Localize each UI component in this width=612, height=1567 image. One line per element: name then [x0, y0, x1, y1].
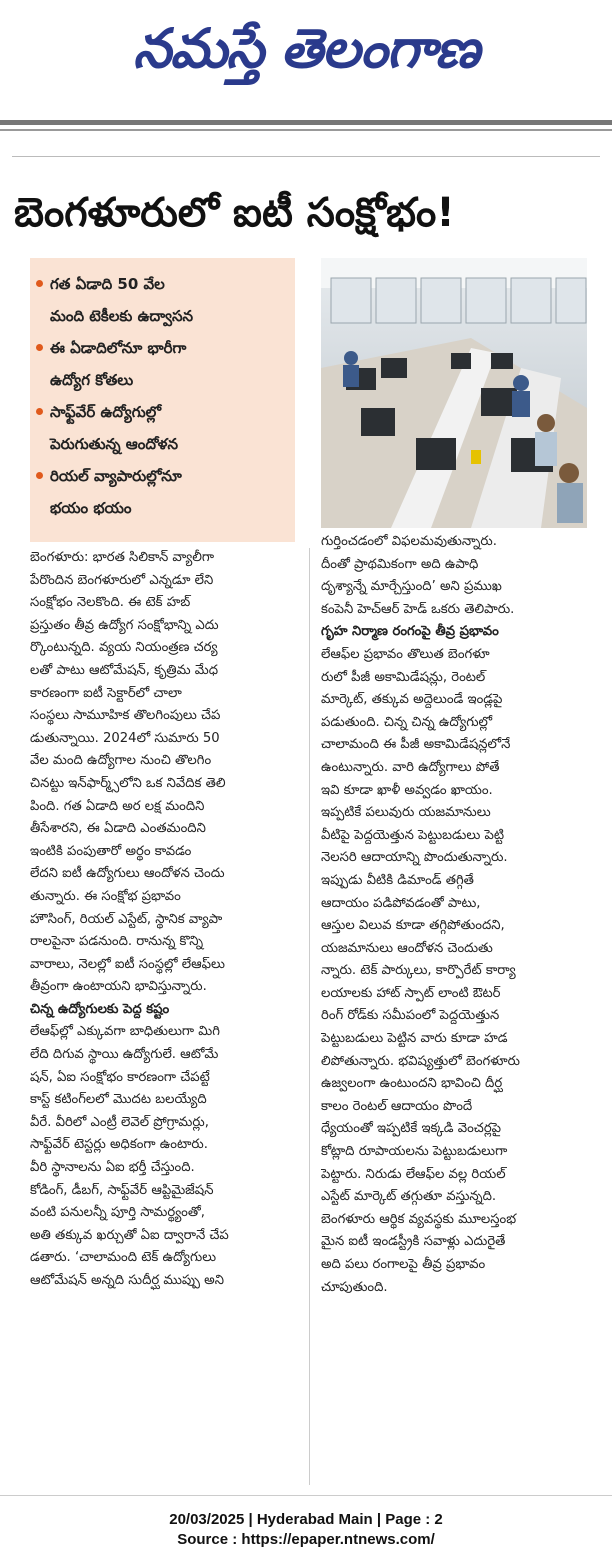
article-line: ఇవి కూడా ఖాళీ అవ్వడం ఖాయం. [321, 782, 493, 798]
article-line: షన్, ఏఐ సంక్షోభం కారణంగా చేపట్టే [30, 1069, 210, 1085]
footer-rule [0, 1495, 612, 1496]
article-line: పేరొందిన బెంగళూరులో ఎన్నడూ లేని [30, 572, 214, 588]
article-line: పింది. గత ఏడాది అర లక్ష మందిని [30, 798, 205, 814]
article-column-right [321, 531, 587, 1299]
article-line: ఆటోమేషన్ అన్నది సుదీర్ఘ ముప్పు అని [30, 1273, 224, 1288]
article-line: కారణంగా ఐటీ సెక్టార్‌లో చాలా [30, 685, 182, 701]
article-line: డుతున్నాయి. 2024లో సుమారు 50 [30, 730, 220, 746]
highlight-item: భయం భయం [50, 499, 132, 517]
newspaper-logo: నమస్తే తెలంగాణ [133, 17, 479, 80]
article-line: వంటి పనులన్నీ పూర్తి సామర్థ్యంతో, [30, 1205, 205, 1221]
article-line: రులో పీజీ అకామిడేషన్లు, రెంటల్ [321, 669, 486, 685]
article-line: ఎస్టేట్ మార్కెట్ తగ్గుతూ వస్తున్నది. [321, 1189, 497, 1205]
article-line: గుర్తించడంలో విఫలమవుతున్నారు. [321, 534, 497, 549]
highlight-item: రియల్ వ్యాపారుల్లోనూ [50, 460, 287, 492]
article-line: దృశ్యాన్నే మార్చేస్తుంది’ అని ప్రముఖ [321, 579, 502, 595]
highlight-item: మంది టెకీలకు ఉద్వాసన [50, 307, 194, 325]
article-line: ర్కొంటున్నది. వ్యయ నియంత్రణ చర్య [30, 640, 218, 656]
article-line: డతారు. ‘చాలామంది టెక్ ఉద్యోగులు [30, 1250, 217, 1266]
article-line: లేది దిగువ స్థాయి ఉద్యోగులే. ఆటోమే [30, 1047, 219, 1063]
article-line: కాలం రెంటల్ ఆదాయం పొందే [321, 1098, 473, 1114]
section-subheading: గృహ నిర్మాణ రంగంపై తీవ్ర ప్రభావం [321, 624, 499, 640]
article-line: చాలామంది ఈ పీజీ అకామిడేషన్లలోనే [321, 737, 511, 753]
masthead-rule-thin [0, 129, 612, 131]
article-column-left [30, 547, 298, 1293]
article-line: న్నారు. టెక్ పార్కులు, కార్పొరేట్ కార్యా [321, 963, 516, 979]
article-line: ధ్యేయంతో ఇప్పటికే ఇక్కడి వెంచర్లపై [321, 1121, 502, 1137]
highlight-item: పెరుగుతున్న ఆందోళన [50, 435, 179, 453]
article-line: మైన ఐటీ ఇండస్ట్రీకి సవాళ్లు ఎదురైతే [321, 1234, 506, 1250]
article-line: చినట్టు ఇన్‌ఫార్మ్స్‌లోని ఒక నివేదిక తెలి [30, 775, 226, 791]
article-line: వీరే. వీరిలో ఎంట్రీ లెవెల్ ప్రోగ్రామర్లు, [30, 1114, 209, 1130]
article-line: కోట్లాది రూపాయలను పెట్టుబడులుగా [321, 1144, 508, 1160]
article-line: సంస్థలు సామూహిక తొలగింపులు చేప [30, 708, 221, 724]
article-line: పెట్టారు. నిరుడు లేఆఫ్‌ల వల్ల రియల్ [321, 1166, 506, 1182]
article-line: అతి తక్కువ ఖర్చుతో ఏఐ ద్వారానే చేప [30, 1227, 229, 1243]
article-line: లేఆఫ్‌ల్లో ఎక్కువగా బాధితులుగా మిగి [30, 1024, 220, 1040]
article-line: లతో పాటు ఆటోమేషన్, కృత్రిమ మేధ [30, 662, 219, 678]
article-line: ప్రస్తుతం తీవ్ర ఉద్యోగ సంక్షోభాన్ని ఎదు [30, 617, 219, 633]
article-line: రాలపైనా పడనుంది. రానున్న కొన్ని [30, 934, 204, 950]
article-line: కోడింగ్, డీబగ్, సాఫ్ట్‌వేర్ ఆప్టిమైజేషన్ [30, 1182, 214, 1198]
article-line: ఇప్పుడు వీటికి డిమాండ్ తగ్గితే [321, 872, 474, 888]
article-line: లయాలకు హాట్ స్పాట్ లాంటి ఔటర్ [321, 985, 501, 1001]
article-line: వీటిపై పెద్దయెత్తున పెట్టుబడులు పెట్టి [321, 827, 505, 843]
highlight-item: ఉద్యోగ కోతలు [50, 371, 134, 389]
article-line: పడుతుంది. చిన్న చిన్న ఉద్యోగుల్లో [321, 714, 493, 730]
article-line: బెంగళూరు ఆర్థిక వ్యవస్థకు మూలస్తంభ [321, 1211, 517, 1227]
article-line: లేఆఫ్‌ల ప్రభావం తొలుత బెంగళూ [321, 646, 490, 662]
article-line: అది పలు రంగాలపై తీవ్ర ప్రభావం [321, 1257, 486, 1272]
article-line: సంక్షోభం నెలకొంది. ఈ టెక్ హబ్ [30, 595, 191, 611]
article-line: వేల మంది ఉద్యోగాల నుంచి తొలగిం [30, 753, 212, 769]
article-line: ఇంటికి పంపుతారో అర్థం కావడం [30, 843, 192, 859]
masthead-rule [0, 120, 612, 125]
article-headline: బెంగళూరులో ఐటీ సంక్షోభం! [14, 190, 455, 236]
article-line: దీంతో ప్రాథమికంగా అది ఉపాధి [321, 556, 479, 572]
article-line: పెట్టుబడులు పెట్టిన వారు కూడా హడ [321, 1031, 508, 1047]
article-line: వీరి స్థానాలను ఏఐ భర్తీ చేస్తుంది. [30, 1160, 195, 1176]
headline-rule [12, 156, 600, 157]
office-workers-image [321, 258, 587, 528]
article-line: ఆస్తుల విలువ కూడా తగ్గిపోతుందని, [321, 918, 505, 934]
highlight-item: గత ఏడాది 50 వేల [50, 268, 287, 300]
footer-source: Source : https://epaper.ntnews.com/ [177, 1531, 435, 1548]
highlights-box [30, 258, 295, 542]
highlights-list [30, 258, 295, 524]
article-line: తీవ్రంగా ఉంటాయని భావిస్తున్నారు. [30, 979, 207, 995]
article-line: హౌసింగ్, రియల్ ఎస్టేట్, స్థానిక వ్యాపా [30, 911, 223, 927]
article-line: నెలసరి ఆదాయాన్ని పొందుతున్నారు. [321, 850, 508, 866]
article-line: లేదని ఐటీ ఉద్యోగులు ఆందోళన చెందు [30, 866, 225, 882]
page-footer [0, 1510, 612, 1550]
article-line: చూపుతుంది. [321, 1279, 388, 1295]
office-photo [321, 258, 587, 528]
footer-edition-info: 20/03/2025 | Hyderabad Main | Page : 2 [169, 1511, 443, 1528]
highlight-item: ఈ ఏడాదిలోనూ భారీగా [50, 332, 287, 364]
column-separator [309, 548, 310, 1485]
highlight-item: సాఫ్ట్‌వేర్ ఉద్యోగుల్లో [50, 396, 287, 428]
article-line: లిపోతున్నారు. భవిష్యత్తులో బెంగళూరు [321, 1053, 520, 1069]
article-line: తీసేశారని, ఈ ఏడాది ఎంతమందిని [30, 821, 206, 837]
article-line: తున్నారు. ఈ సంక్షోభ ప్రభావం [30, 888, 181, 904]
article-line: యజమానులు ఆందోళన చెందుతు [321, 940, 493, 956]
article-line: ఉంటున్నారు. వారి ఉద్యోగాలు పోతే [321, 759, 500, 775]
section-subheading: చిన్న ఉద్యోగులకు పెద్ద కష్టం [30, 1001, 170, 1017]
article-line: కాస్ట్ కటింగ్‌లలో మొదట బలయ్యేది [30, 1092, 207, 1108]
article-line: ఉజ్వలంగా ఉంటుందని భావించి దీర్ఘ [321, 1076, 503, 1092]
article-line: రింగ్ రోడ్‌కు సమీపంలో పెద్దయెత్తున [321, 1008, 500, 1024]
article-line: వారాలు, నెలల్లో ఐటీ సంస్థల్లో లేఆఫ్‌లు [30, 956, 225, 972]
article-line: ఇప్పటికే పలువురు యజమానులు [321, 805, 491, 821]
article-line: మార్కెట్, తక్కువ అద్దెలుండే ఇండ్లపై [321, 692, 503, 708]
article-line: ఆదాయం పడిపోవడంతో పాటు, [321, 895, 481, 911]
masthead [0, 0, 612, 112]
article-line: కంపెనీ హెచ్‌ఆర్ హెడ్ ఒకరు తెలిపారు. [321, 601, 515, 617]
article-line: సాఫ్ట్‌వేర్ టెస్టర్లు అధికంగా ఉంటారు. [30, 1137, 208, 1153]
article-line: బెంగళూరు: భారత సిలికాన్ వ్యాలీగా [30, 550, 215, 565]
